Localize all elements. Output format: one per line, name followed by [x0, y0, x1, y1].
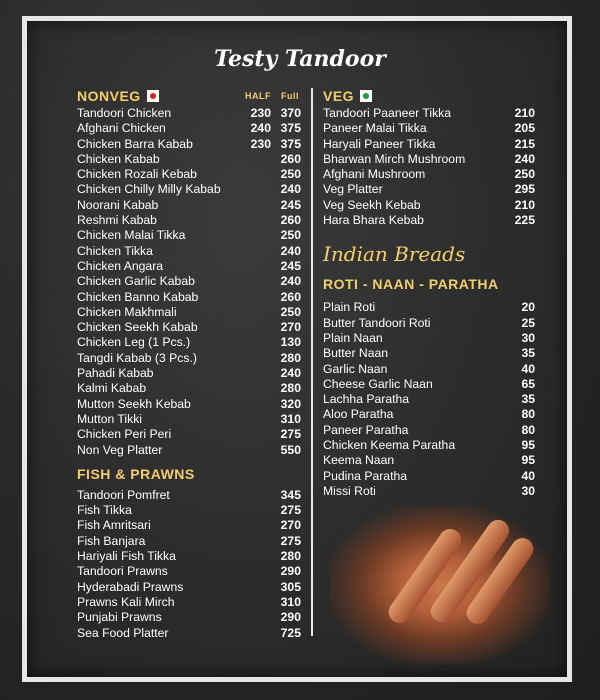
- menu-item-name: Noorani Kabab: [77, 197, 159, 212]
- menu-item-price-price: 305: [280, 579, 301, 594]
- menu-item-price-half: 230: [250, 106, 271, 120]
- menu-item-price-price: 210: [514, 106, 535, 120]
- menu-item-name: Reshmi Kabab: [77, 213, 157, 228]
- menu-item-row: [77, 198, 301, 213]
- nonveg-list: [77, 106, 301, 458]
- menu-item-price-half: [241, 397, 271, 412]
- menu-item-price-half: [241, 167, 271, 182]
- menu-item-row: [77, 274, 301, 289]
- menu-item-row: [323, 300, 535, 315]
- menu-item-price-half: [241, 152, 271, 167]
- menu-item-row: [77, 549, 301, 564]
- menu-item-row: [323, 167, 535, 182]
- menu-item-name: Keema Naan: [323, 453, 395, 468]
- menu-item-name: Non Veg Platter: [77, 442, 163, 457]
- menu-item-price-full: 375: [280, 136, 301, 151]
- column-divider: [311, 88, 313, 636]
- menu-item-name: Plain Roti: [323, 300, 376, 315]
- menu-item-name: Bharwan Mirch Mushroom: [323, 151, 466, 166]
- menu-item-row: [323, 377, 535, 392]
- menu-item-name: Chicken Chilly Milly Kabab: [77, 182, 221, 197]
- menu-item-name: Veg Platter: [323, 182, 383, 197]
- menu-item-row: [323, 362, 535, 377]
- menu-item-price-full: 260: [280, 213, 301, 228]
- menu-item-row: [77, 366, 301, 381]
- menu-item-name: Punjabi Prawns: [77, 610, 162, 625]
- veg-heading: VEG: [323, 88, 355, 104]
- menu-item-price-full: 310: [280, 411, 301, 426]
- menu-item-name: Lachha Paratha: [323, 392, 410, 407]
- menu-item-name: Missi Roti: [323, 483, 376, 498]
- menu-item-price-price: 270: [280, 518, 301, 533]
- menu-item-row: [77, 106, 301, 121]
- menu-item-price-full: 250: [280, 304, 301, 319]
- restaurant-title: Testy Tandoor: [214, 46, 386, 72]
- menu-item-price-half: [241, 213, 271, 228]
- menu-item-row: [323, 423, 535, 438]
- menu-item-price-price: 40: [521, 361, 535, 376]
- menu-item-name: Butter Tandoori Roti: [323, 315, 431, 330]
- menu-item-name: Chicken Barra Kabab: [77, 136, 193, 151]
- full-label: Full: [281, 91, 299, 101]
- breads-heading: ROTI - NAAN - PARATHA: [323, 276, 499, 293]
- breads-script-heading: Indian Breads: [323, 242, 466, 267]
- menu-item-name: Hara Bhara Kebab: [323, 213, 424, 228]
- menu-item-price-half: [241, 366, 271, 381]
- menu-item-price-price: 240: [514, 151, 535, 166]
- menu-item-price-price: 345: [280, 487, 301, 502]
- menu-item-price-price: 275: [280, 503, 301, 518]
- menu-item-row: [323, 438, 535, 453]
- menu-item-price-half: [241, 274, 271, 289]
- menu-item-row: [77, 626, 301, 641]
- menu-item-price-full: 245: [280, 258, 301, 273]
- left-column: [77, 86, 301, 641]
- menu-item-row: [323, 346, 535, 361]
- fish-header: [77, 464, 301, 484]
- menu-item-price-half: [241, 381, 271, 396]
- menu-item-name: Pahadi Kabab: [77, 366, 154, 381]
- menu-item-row: [323, 213, 535, 228]
- menu-item-price-half: [241, 305, 271, 320]
- menu-item-price-half: [241, 259, 271, 274]
- menu-item-price-full: 260: [280, 151, 301, 166]
- menu-item-row: [77, 412, 301, 427]
- menu-item-row: [77, 213, 301, 228]
- menu-item-name: Butter Naan: [323, 346, 389, 361]
- menu-item-name: Cheese Garlic Naan: [323, 376, 433, 391]
- menu-item-row: [77, 121, 301, 136]
- menu-item-row: [77, 320, 301, 335]
- menu-item-price-full: 280: [280, 381, 301, 396]
- nonveg-heading: NONVEG: [77, 88, 141, 104]
- menu-item-price-half: [241, 427, 271, 442]
- menu-item-price-price: 80: [521, 422, 535, 437]
- menu-item-row: [323, 407, 535, 422]
- menu-item-row: [77, 427, 301, 442]
- menu-item-name: Mutton Seekh Kebab: [77, 396, 191, 411]
- menu-item-price-full: 250: [280, 228, 301, 243]
- menu-item-row: [77, 351, 301, 366]
- menu-item-row: [323, 392, 535, 407]
- menu-item-name: Chicken Makhmali: [77, 304, 177, 319]
- menu-item-price-full: 250: [280, 167, 301, 182]
- menu-item-name: Mutton Tikki: [77, 411, 143, 426]
- menu-item-row: [77, 137, 301, 152]
- menu-item-price-half: [241, 351, 271, 366]
- menu-item-row: [323, 137, 535, 152]
- menu-item-price-price: 295: [514, 182, 535, 197]
- menu-item-price-half: [241, 412, 271, 427]
- menu-item-row: [323, 106, 535, 121]
- menu-item-price-price: 35: [521, 346, 535, 361]
- menu-item-price-price: 20: [521, 300, 535, 315]
- menu-item-row: [323, 453, 535, 468]
- menu-item-price-price: 80: [521, 407, 535, 422]
- menu-item-name: Sea Food Platter: [77, 625, 169, 640]
- menu-item-row: [77, 610, 301, 625]
- menu-item-name: Fish Banjara: [77, 533, 146, 548]
- menu-item-name: Chicken Angara: [77, 258, 164, 273]
- menu-item-row: [77, 518, 301, 533]
- menu-item-row: [323, 316, 535, 331]
- menu-item-price-price: 40: [521, 468, 535, 483]
- menu-item-name: Chicken Keema Paratha: [323, 438, 456, 453]
- menu-item-name: Tandoori Prawns: [77, 564, 168, 579]
- menu-item-row: [77, 503, 301, 518]
- menu-item-name: Hyderabadi Prawns: [77, 579, 184, 594]
- menu-item-row: [77, 488, 301, 503]
- menu-item-name: Chicken Rozali Kebab: [77, 167, 197, 182]
- menu-item-row: [77, 152, 301, 167]
- menu-item-price-full: 550: [280, 442, 301, 457]
- menu-item-row: [323, 121, 535, 136]
- menu-item-price-full: 240: [280, 274, 301, 289]
- menu-item-row: [77, 595, 301, 610]
- veg-list: [323, 106, 535, 228]
- menu-item-row: [77, 381, 301, 396]
- menu-item-price-full: 130: [280, 335, 301, 350]
- menu-item-name: Chicken Tikka: [77, 243, 153, 258]
- menu-item-row: [323, 484, 535, 499]
- menu-item-price-price: 205: [514, 121, 535, 136]
- menu-item-row: [323, 331, 535, 346]
- menu-item-name: Veg Seekh Kebab: [323, 197, 421, 212]
- price-columns-header: [245, 91, 301, 101]
- menu-item-name: Paneer Paratha: [323, 422, 409, 437]
- menu-item-name: Chicken Leg (1 Pcs.): [77, 335, 191, 350]
- right-column: [323, 86, 535, 499]
- menu-item-row: [77, 335, 301, 350]
- menu-item-name: Afghani Chicken: [77, 121, 166, 136]
- menu-item-row: [323, 469, 535, 484]
- menu-item-name: Prawns Kali Mirch: [77, 594, 175, 609]
- menu-item-price-full: 240: [280, 243, 301, 258]
- menu-item-row: [77, 228, 301, 243]
- menu-item-price-price: 275: [280, 533, 301, 548]
- menu-item-name: Kalmi Kabab: [77, 381, 147, 396]
- menu-item-price-price: 310: [280, 594, 301, 609]
- nonveg-symbol-icon: [147, 90, 159, 102]
- menu-item-row: [77, 244, 301, 259]
- menu-item-price-full: 240: [280, 182, 301, 197]
- menu-item-price-price: 25: [521, 315, 535, 330]
- menu-item-row: [77, 397, 301, 412]
- menu-item-row: [77, 443, 301, 458]
- menu-item-price-price: 65: [521, 376, 535, 391]
- menu-item-row: [77, 564, 301, 579]
- menu-item-price-half: [241, 335, 271, 350]
- menu-item-row: [77, 182, 301, 197]
- menu-item-price-full: 240: [280, 366, 301, 381]
- menu-item-row: [323, 198, 535, 213]
- menu-item-name: Chicken Seekh Kabab: [77, 320, 198, 335]
- menu-item-price-price: 30: [521, 483, 535, 498]
- menu-item-price-price: 210: [514, 197, 535, 212]
- menu-item-price-half: [241, 182, 271, 197]
- menu-item-name: Chicken Banno Kabab: [77, 289, 199, 304]
- menu-item-price-full: 320: [280, 396, 301, 411]
- menu-item-name: Hariyali Fish Tikka: [77, 549, 176, 564]
- menu-item-price-price: 290: [280, 564, 301, 579]
- menu-item-name: Tandoori Paaneer Tikka: [323, 106, 452, 120]
- menu-item-row: [77, 534, 301, 549]
- menu-item-row: [77, 290, 301, 305]
- veg-header: [323, 86, 535, 106]
- menu-item-price-price: 95: [521, 438, 535, 453]
- menu-item-row: [77, 305, 301, 320]
- nonveg-header: [77, 86, 301, 106]
- menu-item-price-price: 725: [280, 625, 301, 640]
- menu-item-price-price: 280: [280, 549, 301, 564]
- menu-item-name: Chicken Kabab: [77, 151, 160, 166]
- menu-item-name: Plain Naan: [323, 330, 383, 345]
- menu-item-price-half: [241, 443, 271, 458]
- menu-item-price-full: 280: [280, 350, 301, 365]
- menu-item-price-price: 250: [514, 167, 535, 182]
- menu-item-name: Pudina Paratha: [323, 468, 408, 483]
- menu-item-name: Chicken Garlic Kabab: [77, 274, 195, 289]
- menu-item-row: [77, 259, 301, 274]
- menu-item-name: Tandoori Pomfret: [77, 487, 170, 502]
- fish-list: [77, 488, 301, 641]
- menu-item-price-price: 290: [280, 610, 301, 625]
- menu-item-row: [323, 152, 535, 167]
- menu-item-name: Paneer Malai Tikka: [323, 121, 427, 136]
- menu-item-price-half: [241, 290, 271, 305]
- menu-item-row: [77, 167, 301, 182]
- menu-item-price-half: [241, 320, 271, 335]
- tandoori-food-photo: [330, 505, 550, 665]
- menu-item-name: Chicken Malai Tikka: [77, 228, 186, 243]
- breads-header: [323, 274, 535, 294]
- menu-item-price-price: 30: [521, 330, 535, 345]
- veg-symbol-icon: [360, 90, 372, 102]
- menu-item-name: Garlic Naan: [323, 361, 388, 376]
- menu-item-price-price: 225: [514, 213, 535, 228]
- menu-item-name: Afghani Mushroom: [323, 167, 426, 182]
- menu-item-price-half: [241, 244, 271, 259]
- menu-item-price-half: [241, 198, 271, 213]
- fish-heading: FISH & PRAWNS: [77, 465, 195, 482]
- menu-item-price-full: 270: [280, 320, 301, 335]
- menu-item-price-full: 375: [280, 121, 301, 136]
- menu-item-name: Haryali Paneer Tikka: [323, 136, 436, 151]
- menu-item-price-half: [241, 228, 271, 243]
- menu-item-price-full: 370: [280, 106, 301, 120]
- menu-item-price-price: 95: [521, 453, 535, 468]
- menu-item-price-half: 240: [250, 121, 271, 136]
- menu-item-name: Tandoori Chicken: [77, 106, 172, 120]
- menu-item-name: Aloo Paratha: [323, 407, 394, 422]
- menu-item-name: Fish Amritsari: [77, 518, 151, 533]
- menu-item-name: Fish Tikka: [77, 503, 132, 518]
- menu-item-price-half: 230: [250, 136, 271, 151]
- menu-item-name: Chicken Peri Peri: [77, 427, 172, 442]
- menu-item-row: [77, 580, 301, 595]
- menu-item-price-full: 260: [280, 289, 301, 304]
- menu-item-price-full: 275: [280, 427, 301, 442]
- menu-item-price-price: 35: [521, 392, 535, 407]
- breads-list: [323, 300, 535, 499]
- menu-item-name: Tangdi Kabab (3 Pcs.): [77, 350, 197, 365]
- menu-item-price-full: 245: [280, 197, 301, 212]
- menu-item-row: [323, 182, 535, 197]
- menu-item-price-price: 215: [514, 136, 535, 151]
- half-label: HALF: [245, 91, 271, 101]
